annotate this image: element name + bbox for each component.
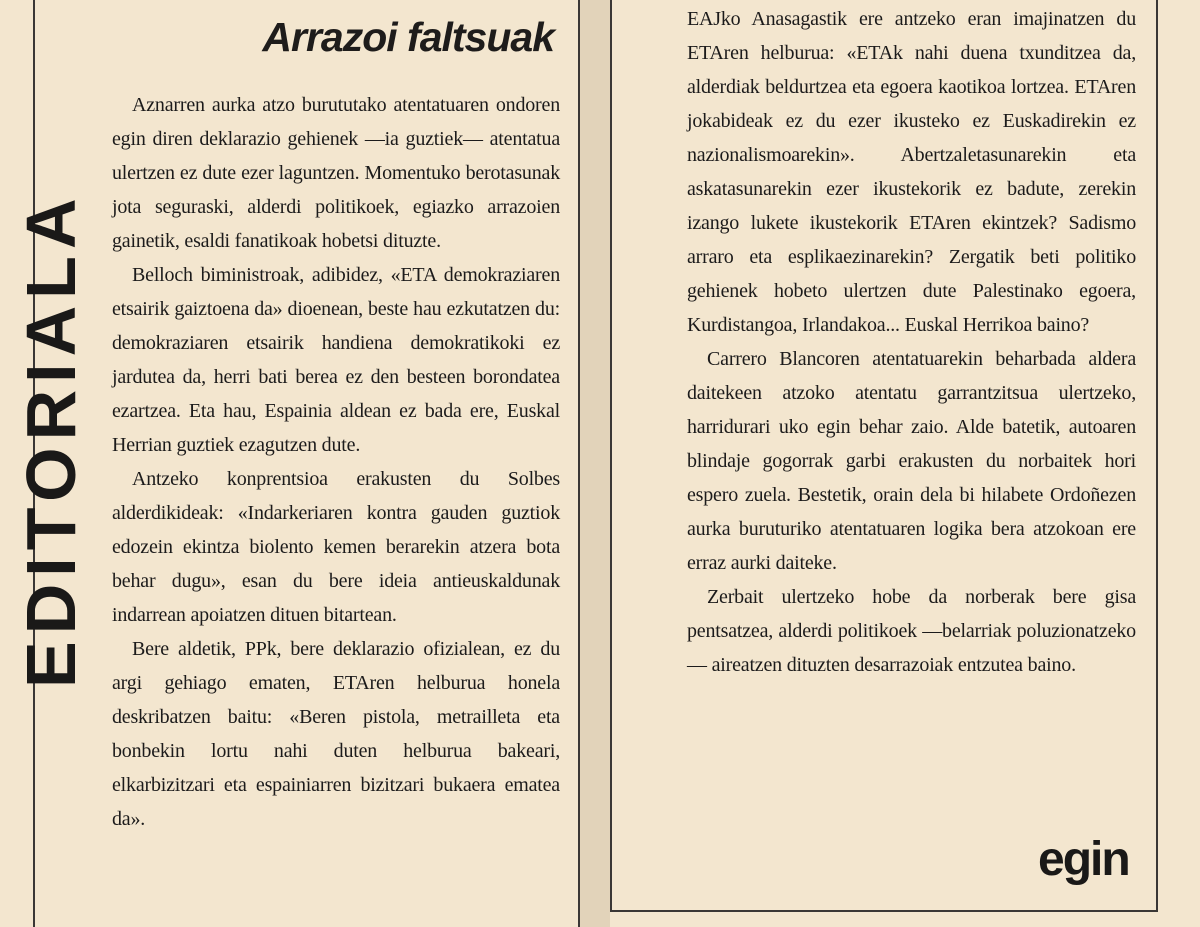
publication-logo: egin xyxy=(1038,833,1129,886)
paragraph: Zerbait ulertzeko hobe da norberak bere gisa pentsatzea, alderdi politikoek —belarriak poluzionatzeko— aireatzen dituzten desarrazoiak entzutea baino. xyxy=(687,586,1136,676)
article-title: Arrazoi faltsuak xyxy=(262,14,554,60)
paragraph: EAJko Anasagastik ere antzeko eran imajinatzen du ETAren helburua: «ETAk nahi duena txunditzea da, alderdiak beldurtzea eta egoera kaotikoa lortzea. ETAren jokabideak ez du ezer ikusteko ez Euskadirekin ez nazionalismoarekin». Abertzaletasunarekin eta askatasunarekin ezer ikustekorik ez badute, zerekin izango lukete ikustekorik ETAren ekintzek? Sadismo arraro eta esplikaezinarekin? Zergatik beti politiko gehienek hobeto ulertzen dute Palestinako egoera, Kurdistangoa, Irlandakoa... Euskal Herrikoa baino? xyxy=(687,8,1136,336)
left-column xyxy=(112,88,560,836)
right-border-rule xyxy=(1156,0,1158,912)
paragraph: Antzeko konprentsioa erakusten du Solbes alderdikideak: «Indarkeriaren kontra gauden guztiok edozein ekintza biolento kemen berarekin atzera bota behar dugu», esan du bere ideia antieuskaldunak indarrean apoiatzen dituen bitartean. xyxy=(112,468,560,626)
paragraph: Carrero Blancoren atentatuarekin beharbada aldera daitekeen atzoko atentatu garrantzitsua ulertzeko, harridurari uko egin behar zaio. Alde batetik, autoaren blindaje gogorrak garbi erakusten du norbaitek hori espero zuela. Bestetik, orain dela bi hilabete Ordoñezen aurka buruturiko atentatuaren logika bera atzokoan ere erraz aurki daiteke. xyxy=(687,348,1136,574)
paragraph: Belloch biministroak, adibidez, «ETA demokraziaren etsairik gaiztoena da» dioenean, beste hau ezkutatzen du: demokraziaren etsairik handiena demokratikoki ez jardutea da, herri bati berea ez den besteen borondatea ezartzea. Eta hau, Espainia aldean ez bada ere, Euskal Herrian guztiek ezagutzen dute. xyxy=(112,264,560,456)
paragraph: Bere aldetik, PPk, bere deklarazio ofizialean, ez du argi gehiago ematen, ETAren helburua honela deskribatzen baitu: «Beren pistola, metrailleta eta bonbekin lortu nahi duten helburua bakeari, elkarbizitzari eta espainiarren bizitzari bukaera ematea da». xyxy=(112,638,560,830)
section-label: EDITORIALA xyxy=(12,191,90,688)
bottom-border-rule xyxy=(612,910,1158,912)
right-column xyxy=(687,2,1136,682)
paragraph: Aznarren aurka atzo burututako atentatuaren ondoren egin diren deklarazio gehienek —ia guztiek— atentatua ulertzen ez dute ezer laguntzen. Momentuko berotasunak jota seguraski, alderdi politikoek, egiazko arrazoien gainetik, esaldi fanatikoak hobetsi dituzte. xyxy=(112,94,560,252)
column-rule xyxy=(610,0,612,912)
page-gutter xyxy=(580,0,610,927)
